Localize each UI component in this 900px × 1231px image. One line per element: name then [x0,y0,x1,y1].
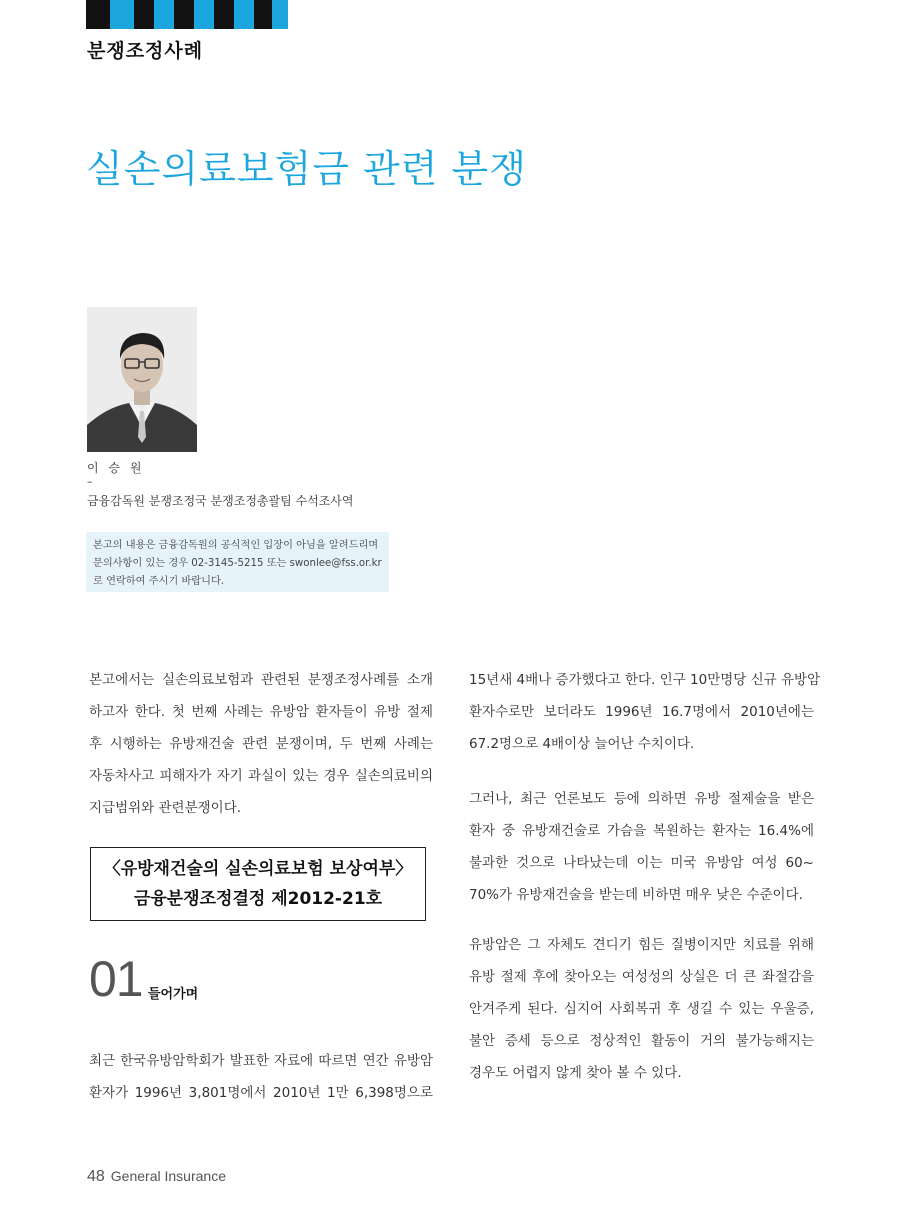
section-label: 분쟁조정사례 [87,40,204,62]
text-line: 유방 절제 후에 찾아오는 여성성의 상실은 더 큰 좌절감을 [469,969,814,985]
text-line: 15년새 4배나 증가했다고 한다. 인구 10만명당 신규 유방암 [469,672,821,688]
publication-name: General Insurance [110,1168,226,1184]
intro-paragraph [89,664,433,824]
case-title: 〈유방재건술의 실손의료보험 보상여부〉 [103,859,413,879]
text-line: 환자 중 유방재건술로 가슴을 복원하는 환자는 16.4%에 [469,823,814,839]
case-decision-number: 금융분쟁조정결정 제2012-21호 [133,889,383,909]
text-line: 최근 한국유방암학회가 발표한 자료에 따르면 연간 유방암 [89,1053,433,1069]
page-footer [87,1168,226,1186]
text-line: 67.2명으로 4배이상 늘어난 수치이다. [469,736,695,752]
text-line: 환자수로만 보더라도 1996년 16.7명에서 2010년에는 [469,704,814,720]
text-line: 70%가 유방재건술을 받는데 비하면 매우 낮은 수준이다. [469,887,803,903]
author-affiliation: 금융감독원 분쟁조정국 분쟁조정총괄팀 수석조사역 [87,494,354,508]
bar-segment [110,0,134,29]
bar-segment [254,0,272,29]
bar-segment [134,0,154,29]
text-line: 안겨주게 된다. 심지어 사회복귀 후 생길 수 있는 우울증, [469,1001,814,1017]
body-paragraph-2 [469,783,814,911]
bar-segment [214,0,234,29]
author-divider: – [87,475,93,488]
bar-segment [174,0,194,29]
notice-line: 로 연락하여 주시기 바랍니다. [93,576,225,587]
case-title-box [90,847,426,921]
bar-segment [272,0,288,29]
text-line: 자동차사고 피해자가 자기 과실이 있는 경우 실손의료비의 [89,768,433,784]
body-paragraph-3 [469,929,814,1089]
body-paragraph-left [89,1045,433,1109]
page-number: 48 [87,1168,105,1185]
text-line: 유방암은 그 자체도 견디기 힘든 질병이지만 치료를 위해 [469,937,814,953]
section-number: 01 [89,951,143,1007]
bar-segment [154,0,174,29]
author-name: 이 승 원 [87,461,145,475]
text-line: 후 시행하는 유방재건술 관련 분쟁이며, 두 번째 사례는 [89,736,433,752]
notice-line: 문의사항이 있는 경우 02-3145-5215 또는 swonlee@fss.or.kr [93,558,382,569]
text-line: 그러나, 최근 언론보도 등에 의하면 유방 절제술을 받은 [469,791,814,807]
text-line: 불안 증세 등으로 정상적인 활동이 거의 불가능해지는 [469,1033,814,1049]
portrait-illustration [87,307,197,452]
text-line: 하고자 한다. 첫 번째 사례는 유방암 환자들이 유방 절제 [89,704,433,720]
bar-segment [234,0,254,29]
section-title: 들어가며 [148,987,199,1002]
bar-segment [194,0,214,29]
bar-segment [86,0,110,29]
author-photo [87,307,197,452]
text-line: 지급범위와 관련분쟁이다. [89,800,242,816]
disclaimer-notice [86,532,389,592]
text-line: 경우도 어렵지 않게 찾아 볼 수 있다. [469,1065,682,1081]
text-line: 환자가 1996년 3,801명에서 2010년 1만 6,398명으로 [89,1085,433,1101]
text-line: 불과한 것으로 나타났는데 이는 미국 유방암 여성 60~ [469,855,814,871]
header-color-bar [86,0,288,29]
article-title: 실손의료보험금 관련 분쟁 [86,147,527,191]
notice-line: 본고의 내용은 금융감독원의 공식적인 입장이 아님을 알려드리며 [93,540,379,551]
text-line: 본고에서는 실손의료보험과 관련된 분쟁조정사례를 소개 [89,672,433,688]
body-paragraph-1 [469,664,821,760]
